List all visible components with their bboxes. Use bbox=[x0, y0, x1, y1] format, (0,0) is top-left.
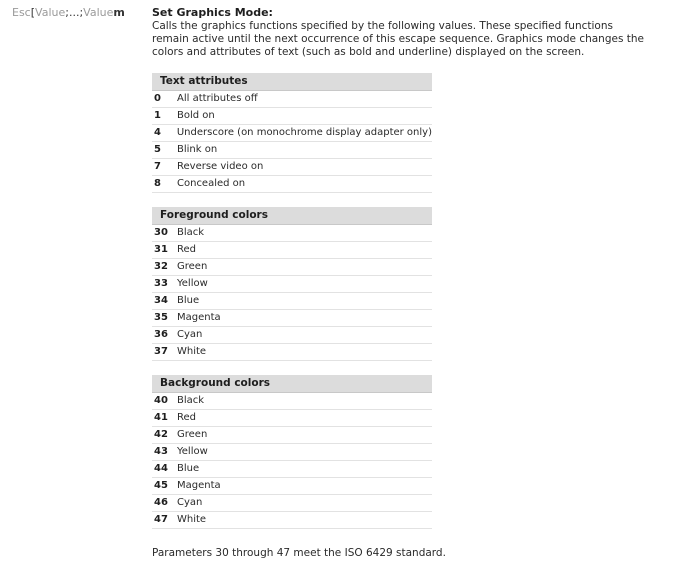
row-label: Red bbox=[177, 244, 196, 255]
section-table bbox=[152, 375, 432, 529]
escape-value-first: Value bbox=[35, 6, 66, 19]
row-label: White bbox=[177, 514, 207, 525]
row-code: 0 bbox=[154, 93, 161, 104]
row-code: 41 bbox=[154, 412, 168, 423]
row-code: 34 bbox=[154, 295, 168, 306]
row-code: 46 bbox=[154, 497, 168, 508]
section-table bbox=[152, 207, 432, 361]
table-row bbox=[152, 427, 432, 444]
table-row bbox=[152, 125, 432, 142]
row-label: White bbox=[177, 346, 207, 357]
row-code: 1 bbox=[154, 110, 161, 121]
row-code: 31 bbox=[154, 244, 168, 255]
row-code: 36 bbox=[154, 329, 168, 340]
escape-terminator: m bbox=[113, 6, 125, 19]
section-table bbox=[152, 73, 432, 193]
row-label: Cyan bbox=[177, 497, 203, 508]
row-code: 42 bbox=[154, 429, 168, 440]
row-code: 40 bbox=[154, 395, 168, 406]
row-label: Yellow bbox=[177, 278, 208, 289]
table-row bbox=[152, 276, 432, 293]
row-code: 8 bbox=[154, 178, 161, 189]
row-label: Magenta bbox=[177, 480, 221, 491]
table-row bbox=[152, 225, 432, 242]
row-code: 7 bbox=[154, 161, 161, 172]
table-row bbox=[152, 293, 432, 310]
row-code: 5 bbox=[154, 144, 161, 155]
section-header: Foreground colors bbox=[152, 207, 432, 225]
row-code: 45 bbox=[154, 480, 168, 491]
row-label: Reverse video on bbox=[177, 161, 264, 172]
row-label: Blink on bbox=[177, 144, 218, 155]
section-header: Background colors bbox=[152, 375, 432, 393]
table-row bbox=[152, 259, 432, 276]
table-row bbox=[152, 327, 432, 344]
row-label: Magenta bbox=[177, 312, 221, 323]
row-label: Bold on bbox=[177, 110, 215, 121]
row-code: 30 bbox=[154, 227, 168, 238]
entry-description: Calls the graphics functions specified by the following values. These specified functions remain active until the next occurrence of this escape sequence. Graphics mode changes the colors and attributes of text (such as bold and underline) displayed on the screen. bbox=[152, 20, 644, 58]
esc-keyword: Esc bbox=[12, 6, 31, 19]
table-row bbox=[152, 410, 432, 427]
table-row bbox=[152, 461, 432, 478]
row-code: 4 bbox=[154, 127, 161, 138]
row-code: 33 bbox=[154, 278, 168, 289]
row-code: 35 bbox=[154, 312, 168, 323]
table-row bbox=[152, 512, 432, 529]
table-row bbox=[152, 478, 432, 495]
sections-container bbox=[152, 73, 662, 529]
row-label: Concealed on bbox=[177, 178, 246, 189]
section-header: Text attributes bbox=[152, 73, 432, 91]
table-row bbox=[152, 176, 432, 193]
table-row bbox=[152, 242, 432, 259]
entry-title: Set Graphics Mode: bbox=[152, 6, 273, 19]
row-label: Green bbox=[177, 261, 208, 272]
row-label: Cyan bbox=[177, 329, 203, 340]
row-label: Underscore (on monochrome display adapter only) bbox=[176, 127, 432, 138]
row-label: Green bbox=[177, 429, 208, 440]
escape-bracket: [ bbox=[30, 6, 36, 19]
table-row bbox=[152, 444, 432, 461]
escape-sequence bbox=[12, 6, 125, 19]
escape-separator: ;...; bbox=[65, 6, 84, 19]
row-label: All attributes off bbox=[177, 93, 258, 104]
row-code: 44 bbox=[154, 463, 168, 474]
table-row bbox=[152, 142, 432, 159]
row-code: 47 bbox=[154, 514, 168, 525]
table-row bbox=[152, 310, 432, 327]
row-label: Yellow bbox=[177, 446, 208, 457]
table-row bbox=[152, 344, 432, 361]
escape-value-last: Value bbox=[83, 6, 114, 19]
table-row bbox=[152, 495, 432, 512]
row-label: Blue bbox=[177, 463, 200, 474]
entry-content bbox=[152, 6, 662, 559]
row-code: 43 bbox=[154, 446, 168, 457]
row-label: Red bbox=[177, 412, 196, 423]
row-code: 37 bbox=[154, 346, 168, 357]
row-label: Black bbox=[177, 395, 205, 406]
row-label: Black bbox=[177, 227, 205, 238]
table-row bbox=[152, 393, 432, 410]
table-row bbox=[152, 159, 432, 176]
table-row bbox=[152, 108, 432, 125]
row-label: Blue bbox=[177, 295, 200, 306]
row-code: 32 bbox=[154, 261, 168, 272]
table-row bbox=[152, 91, 432, 108]
footer-note: Parameters 30 through 47 meet the ISO 6429 standard. bbox=[152, 547, 446, 559]
